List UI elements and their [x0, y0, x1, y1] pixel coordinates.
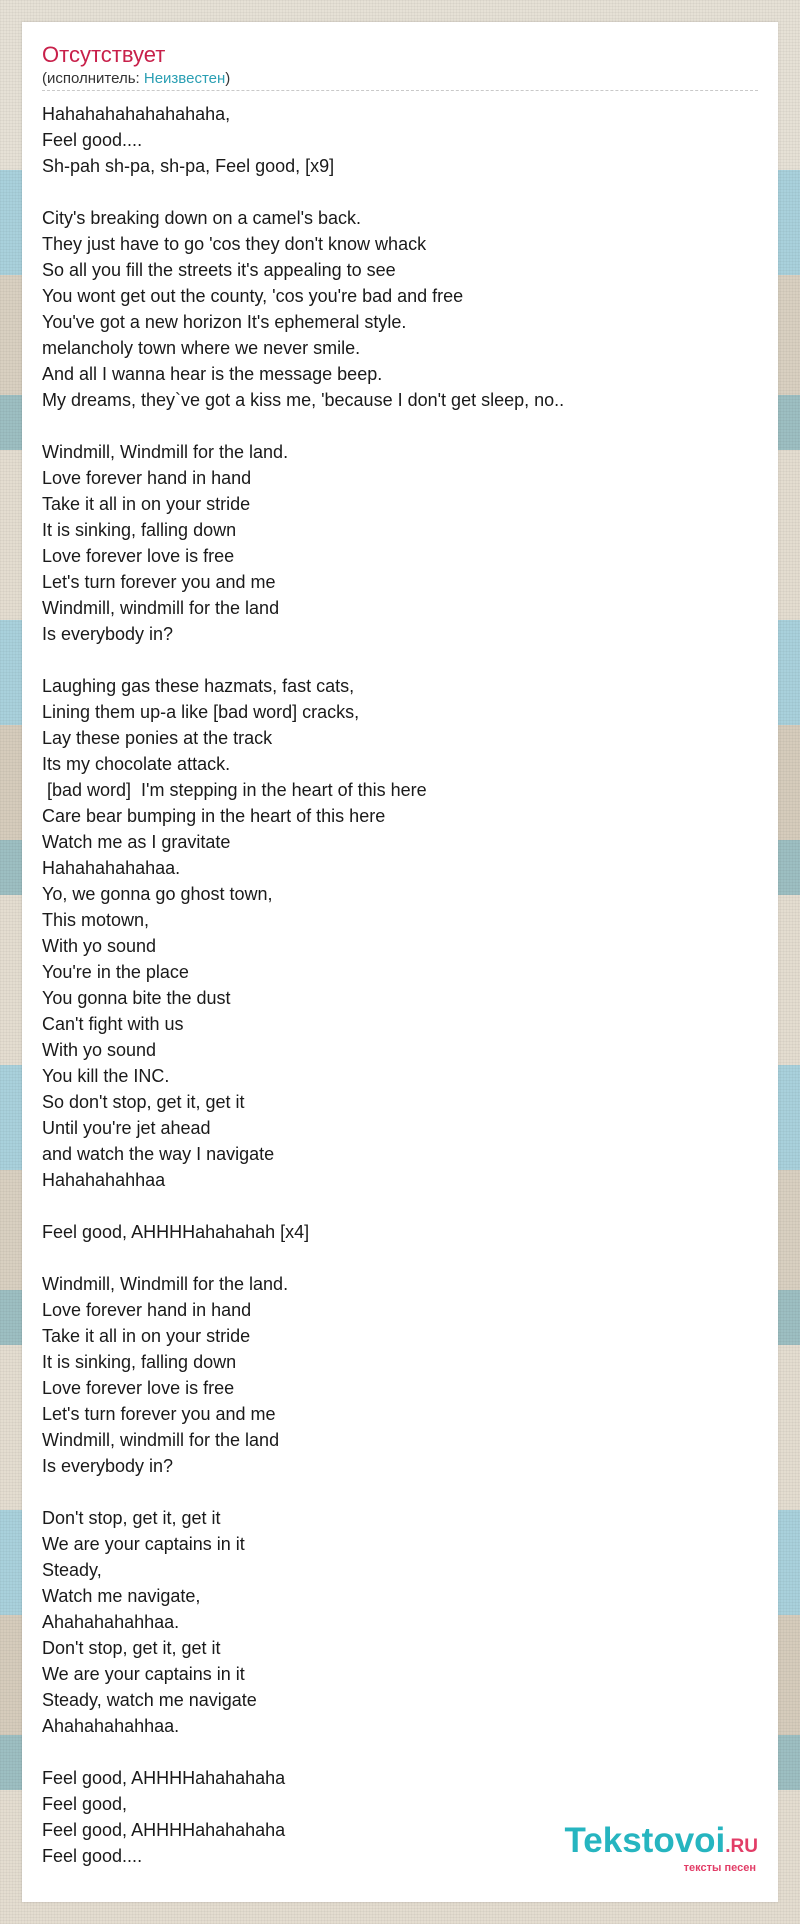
lyric-line: Hahahahahahahahaha, [42, 104, 231, 124]
logo-tagline: тексты песен [683, 1862, 756, 1874]
lyric-line: Love forever hand in hand [42, 468, 252, 488]
lyric-line: Feel good.... [42, 1846, 143, 1866]
lyric-line: We are your captains in it [42, 1534, 245, 1554]
lyric-line: Watch me navigate, [42, 1586, 201, 1606]
lyric-line: So all you fill the streets it's appealing to see [42, 260, 396, 280]
logo-name: Tekstovoi [564, 1821, 726, 1860]
lyric-line: This motown, [42, 910, 150, 930]
lyric-line: Is everybody in? [42, 624, 174, 644]
lyric-line: Windmill, Windmill for the land. [42, 1274, 289, 1294]
stanza-break [42, 1193, 758, 1219]
lyric-line: Steady, watch me navigate [42, 1690, 257, 1710]
lyric-line: They just have to go 'cos they don't know whack [42, 234, 427, 254]
lyric-line: Don't stop, get it, get it [42, 1508, 221, 1528]
lyric-line: City's breaking down on a camel's back. [42, 208, 362, 228]
lyric-line: Ahahahahahhaa. [42, 1716, 180, 1736]
lyric-line: With yo sound [42, 936, 157, 956]
lyric-line: Let's turn forever you and me [42, 1404, 276, 1424]
lyric-line: Lining them up-a like [bad word] cracks, [42, 702, 360, 722]
lyric-line: Love forever love is free [42, 1378, 235, 1398]
lyric-line: And all I wanna hear is the message beep. [42, 364, 383, 384]
lyric-line: It is sinking, falling down [42, 520, 237, 540]
lyric-line: Laughing gas these hazmats, fast cats, [42, 676, 355, 696]
stanza-break [42, 1245, 758, 1271]
lyric-line: Until you're jet ahead [42, 1118, 211, 1138]
lyric-line: Feel good, AHHHHahahahaha [42, 1768, 286, 1788]
lyric-line: With yo sound [42, 1040, 157, 1060]
lyric-line: Ahahahahahhaa. [42, 1612, 180, 1632]
lyric-line: Watch me as I gravitate [42, 832, 231, 852]
site-logo[interactable] [564, 1821, 758, 1874]
lyrics-text [42, 101, 758, 1869]
lyric-line: Love forever hand in hand [42, 1300, 252, 1320]
lyric-line: It is sinking, falling down [42, 1352, 237, 1372]
lyric-line: Feel good, [42, 1794, 128, 1814]
lyric-line: Windmill, windmill for the land [42, 1430, 280, 1450]
lyric-line: Feel good.... [42, 130, 143, 150]
lyric-line: Lay these ponies at the track [42, 728, 273, 748]
lyric-line: Hahahahahahaa. [42, 858, 181, 878]
lyric-line: Don't stop, get it, get it [42, 1638, 221, 1658]
lyric-line: Yo, we gonna go ghost town, [42, 884, 273, 904]
lyric-line: Sh-pah sh-pa, sh-pa, Feel good, [x9] [42, 156, 335, 176]
lyric-line: Can't fight with us [42, 1014, 184, 1034]
lyric-line: melancholy town where we never smile. [42, 338, 361, 358]
artist-prefix: (исполнитель: [42, 70, 144, 87]
stanza-break [42, 1739, 758, 1765]
stanza-break [42, 1479, 758, 1505]
lyric-line: You gonna bite the dust [42, 988, 231, 1008]
lyric-line: Love forever love is free [42, 546, 235, 566]
logo-tld: .RU [725, 1836, 758, 1857]
lyric-line: You're in the place [42, 962, 189, 982]
lyric-line: You wont get out the county, 'cos you're bad and free [42, 286, 464, 306]
lyric-line: Is everybody in? [42, 1456, 174, 1476]
lyric-line: [bad word] I'm stepping in the heart of this here [42, 780, 427, 800]
lyric-line: You kill the INC. [42, 1066, 170, 1086]
song-title: Отсутствует [42, 42, 166, 67]
lyric-line: Let's turn forever you and me [42, 572, 276, 592]
lyric-line: We are your captains in it [42, 1664, 245, 1684]
stanza-break [42, 179, 758, 205]
lyric-line: You've got a new horizon It's ephemeral style. [42, 312, 407, 332]
lyric-line: Steady, [42, 1560, 102, 1580]
artist-link[interactable]: Неизвестен [143, 70, 226, 87]
lyric-line: Take it all in on your stride [42, 1326, 251, 1346]
lyrics-card [22, 22, 778, 1902]
lyric-line: Its my chocolate attack. [42, 754, 231, 774]
logo-wordmark [564, 1821, 758, 1864]
artist-line [42, 70, 758, 88]
lyric-line: So don't stop, get it, get it [42, 1092, 245, 1112]
lyric-line: Feel good, AHHHHahahahaha [42, 1820, 286, 1840]
lyric-line: Take it all in on your stride [42, 494, 251, 514]
lyric-line: My dreams, they`ve got a kiss me, 'because I don't get sleep, no.. [42, 390, 565, 410]
lyric-line: Care bear bumping in the heart of this here [42, 806, 386, 826]
lyric-line: Hahahahahhaa [42, 1170, 166, 1190]
lyric-line: Windmill, Windmill for the land. [42, 442, 289, 462]
header-divider [42, 90, 758, 91]
artist-suffix: ) [225, 70, 231, 87]
lyric-line: Windmill, windmill for the land [42, 598, 280, 618]
stanza-break [42, 647, 758, 673]
lyric-line: and watch the way I navigate [42, 1144, 275, 1164]
stanza-break [42, 413, 758, 439]
lyric-line: Feel good, AHHHHahahahah [x4] [42, 1222, 310, 1242]
